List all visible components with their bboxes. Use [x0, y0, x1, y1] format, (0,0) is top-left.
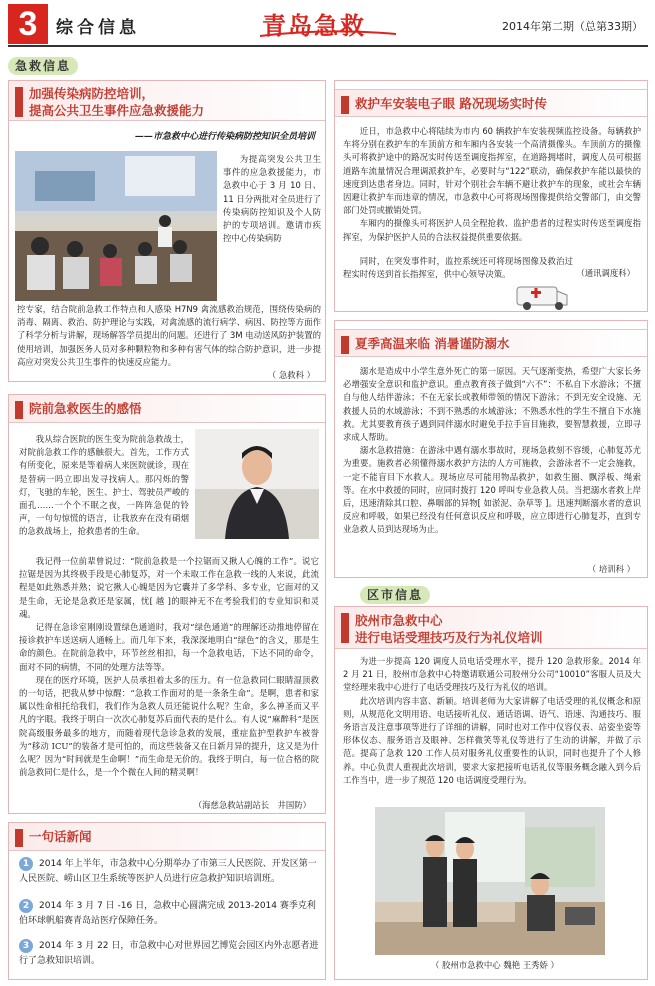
doctor-portrait-photo — [195, 429, 319, 539]
title-marker-icon — [341, 96, 349, 114]
article-body: 溺水是造成中小学生意外死亡的第一原因。天气逐渐变热，希望广大家长务必增强安全意识和监护意识。重点教育孩子做到“六不”：不私自下水游泳；不擅自与他人结伴游泳；不在无家长或教师带领的情况下游泳；不到无安全设施、无救援人员的水域游泳；不到不熟悉的水域游泳；不熟悉水性的学生不擅自下水施救。尤其要教育孩子遇到同伴溺水时避免手拉手盲目施救，要智慧救援，立即寻求成人帮助。 溺水急救措施：在游泳中遇有溺水事故时，现场急救刻不容缓，心肺复苏尤为重要。施救者必须懂得溺水救护方法的人方可施救，会游泳者不一定会施救，一定不能盲目下水救人。现场应尽可能用物品救护，如救生圈、飘浮板、绳索等。在水中救援的同时，应同时拨打 120 呼叫专业急救人员。当把溺水者救上岸后，迅速清除其口腔、鼻咽部的异物[ 如淤泥、杂草等 ]。迅速判断溺水者的意识反应和呼吸，如果已经没有任何意识反应和呼吸，应立即进行心肺复苏，直到专业急救人员到达现场为止。 — [343, 366, 641, 535]
article-jiaozhou-training — [334, 606, 648, 980]
news-item: 1 2014 年上半年，市急救中心分期举办了市第三人民医院、开发区第一人民医院、崂山区卫生系统等医护人员进行应急救护知识培训班。 — [19, 859, 317, 884]
article-body-tail: 同时，在突发事件时，监控系统还可将现场图像及救治过程实时传送到首长指挥室，供中心领导决策。 — [343, 256, 573, 280]
article-credit: （海慈急救站副站长 井国防） — [193, 800, 311, 810]
classroom-scene-icon — [15, 151, 217, 301]
ambulance-icon — [513, 279, 573, 313]
article-body: 为进一步提高 120 调度人员电话受理水平，提升 120 急救形象。2014 年 2 月 21 日，胶州市急救中心特邀请联通公司胶州分公司“10010”客服人员及大堂经理来我中心进行了电话受理技巧及行为礼仪的培训。 此次培训内容丰富、新颖。培训老师为大家讲解了电话受理的礼仪概念和原则，从规范化文明用语、电话接听礼仪、通话语调、语气、语速、沟通技巧、服务语言及注意事项等进行了详细的讲解，同时也对工作中仪容仪表、站姿坐姿等形体仪态、服务语言及眼神、怎样微笑等礼仪等进行了生动的讲解，并做了示范。提高了急救 120 工作人员对服务礼仪重要性的认识，同时也提升了个人修养。中心负责人重视此次培训，要求大家把接听电话礼仪等服务概念融入到今后工作当中，进一步了规范 120 电话调度受理行为。 — [343, 656, 641, 785]
article-ambulance-camera — [334, 80, 648, 312]
title-marker-icon — [15, 87, 23, 117]
newspaper-logo: 青岛急救 — [262, 11, 366, 40]
article-title: 夏季高温来临 消暑谨防溺水 — [355, 336, 510, 351]
article-title: 救护车安装电子眼 路况现场实时传 — [355, 96, 547, 111]
title-marker-icon — [341, 336, 349, 354]
news-item: 3 2014 年 3 月 22 日，市急救中心对世界园艺博览会园区内外志愿者进行了急救知识培训。 — [19, 941, 319, 966]
issue-number: 2014年第二期（总第33期） — [502, 20, 643, 33]
article-title: 院前急救医生的感悟 — [29, 401, 142, 416]
article-title: 加强传染病防控培训， 提高公共卫生事件应急救援能力 — [29, 86, 205, 118]
article-body-side: 为提高突发公共卫生事件的应急救援能力，市急救中心于 3 月 10 日、11 日分两批对全员进行了传染病防控知识及个人防护的专项培训。邀请市疾控中心传染病防 — [223, 154, 321, 244]
article-body: 我记得一位前辈曾说过：“院前急救是一个拉锯而又揪人心魄的工作”。说它拉锯是因为其终极手段是心肺复苏，对一个未取工作在急救一线的人来说，此流程是如此熟悉并熟；说它揪人心魄是因为它囊并了多学科、多专业，它面对的又是生命，无论是急救还是家属，忧[ 越 ]的眼神无不在考验我们的专业知识和灵魂。 记得在急诊室刚刚设置绿色通道时，我对“绿色通道”的理解还动推地停留在接诊救护车送送病人通畅上。而几年下来，我深深地明白“绿色”的含义，那是生命的颜色。在院前急救中，环节丝丝相扣，每一个急救电话，下达不同的命令，面对不同的病情，不同的处理方法等等。 现在的医疗环境，医护人员承担着太多的压力。有一位急救同仁眼睛湿顶救的一句话，把我从梦中惊醒：“急救工作面对的是一条条生命”。是啊，患者和家属以性命相托给我们，我们作为急救人员还能说什么呢？生命，多么神圣而又平凡的字眼。我终于明白一次次心肺复苏后面代表的是什么。有人说“麻醉科”是医院高级服务最多的地方，而随着现代急诊急救的发展，重症监护型救护车被誉为“移动 ICU”的装备才是可怕的，而这些装备又在日新月异的提升，这又是为什么呢？因为“时间就是生命啊！”而生命是无价的。我终于明白，每一位合格的院前急救同仁是什么，是一个个微在人间的精灵啊！ — [19, 556, 319, 778]
training-session-photo — [375, 807, 605, 955]
section-name: 综合信息 — [56, 18, 140, 38]
article-credit: （ 胶州市急救中心 魏艳 王秀娇 ） — [431, 960, 559, 970]
news-briefs — [8, 822, 326, 980]
section-tag-district: 区市信息 — [360, 586, 430, 604]
article-doctor-reflection — [8, 394, 326, 814]
doctor-portrait-icon — [195, 429, 319, 539]
news-item: 2 2014 年 3 月 7 日 -16 日，急救中心圆满完成 2013-2014 赛季克利伯环球帆船赛青岛站医疗保障任务。 — [19, 901, 316, 926]
news-title: 一句话新闻 — [29, 829, 92, 844]
article-credit: （ 急救科 ） — [267, 370, 315, 380]
article-drowning-prevention — [334, 320, 648, 578]
number-badge: 1 — [19, 857, 33, 871]
article-body: 近日，市急救中心将陆续为市内 60 辆救护车安装视频监控设备。每辆救护车将分别在救护车的车顶前方和车厢内各安装一个高清摄像头。车顶前方的摄像头可将救护途中的路况实时传送至调度指挥室，在道路拥堵时，调度人员可根据道路车流量情况合理调派救护车，必要时与“122”联动，确保救护车能以最快的速度到达患者身边。同时，针对个别社会车辆不避让救护车的现象，或社会车辆因避让救护车而违章的情况，市急救中心可将现场图像提供给交警部门，由交警部门处罚或撤销处罚。 车厢内的摄像头可将医护人员全程抢救、监护患者的过程实时传送至调度指挥室，为保护医护人员的合法权益提供重要依据。 — [343, 126, 641, 242]
training-session-scene-icon — [375, 807, 605, 955]
article-title: 胶州市急救中心 进行电话受理技巧及行为礼仪培训 — [355, 613, 543, 645]
page-number: 3 — [8, 4, 48, 44]
article-body-side: 我从综合医院的医生变为院前急救战士，对院前急救工作的感触很大。首先，工作方式有所变化，原来是等着病人来医院就诊，现在是替病一吗立即出发寻找病人。那闪烁的警灯，飞驰的车轮，医生、护士、驾驶员严峻的面孔……一个个不眠之夜，一阵阵急促的铃声，一句句惊慌的语言，让我放弃在没有硝烟的急救战场上，抢救患者的生命。 — [19, 434, 189, 537]
section-tag-emergency: 急救信息 — [8, 57, 78, 75]
training-classroom-photo — [15, 151, 217, 301]
article-credit: （通讯调度科） — [576, 268, 635, 278]
article-credit: （ 培训科 ） — [587, 564, 635, 574]
title-marker-icon — [15, 829, 23, 847]
article-epidemic-training — [8, 80, 326, 382]
number-badge: 2 — [19, 899, 33, 913]
page-header — [0, 0, 655, 42]
title-marker-icon — [341, 613, 349, 643]
logo-swoosh-icon — [258, 30, 398, 38]
number-badge: 3 — [19, 939, 33, 953]
header-rule — [8, 45, 648, 47]
article-body: 控专家，结合院前急救工作特点和人感染 H7N9 禽流感救治规范，围绕传染病的消毒、隔离、救治、防护理论与实践，对禽流感的流行病学、病因、防控等方面作了科学分析与讲解，现场解答学员提出的问题。还进行了 3M 电动送风防护装置的使用培训，加强医务人员对多种颗粒物和多种有害气体的综合防护意识，进一步提高应对突发公共卫生事件的快速反应能力。 — [17, 304, 321, 367]
article-subtitle: ——市急救中心进行传染病防控知识全员培训 — [134, 132, 315, 142]
title-marker-icon — [15, 401, 23, 419]
